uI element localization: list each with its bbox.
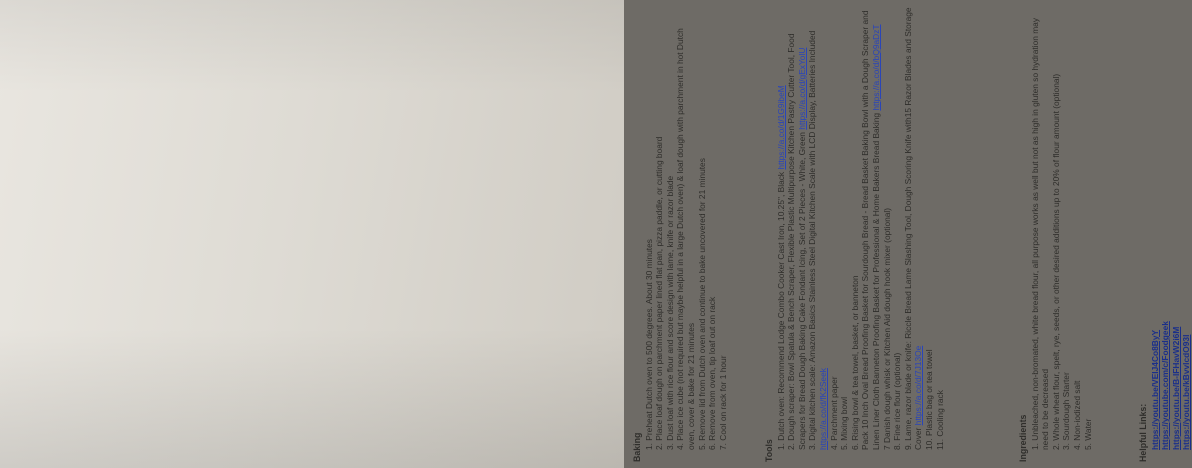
- helpful-link-item: [1160, 6, 1171, 450]
- tool-text: 2. Dough scraper: Bowl Spatula & Bench Scraper, Flexible Plastic Multipurpose Kitchen Pastry Cutter Tool, Food Scrapers for Bread Dough Baking Cake Fondant Icing, Set of 2 Pieces - White, Green: [786, 33, 807, 450]
- ingredient-item: 3. Sourdough Starter: [1061, 372, 1072, 450]
- tool-text: 11. Cooling rack: [934, 390, 945, 450]
- baking-step: 3. Dust loaf with rice flour and score design with lame, knife or razor blade: [664, 175, 675, 450]
- baking-step: 6. Remove from oven, tip loaf out on rack: [707, 296, 718, 450]
- tool-text: 4. Parchment paper: [828, 376, 839, 450]
- tool-item: [903, 6, 924, 450]
- baking-step: 1. Preheat Dutch oven to 500 degrees. About 30 minutes: [643, 239, 654, 450]
- tool-item: [786, 6, 807, 450]
- helpful-link[interactable]: https://youtu.be/VEIJ4Co8ByY: [1149, 329, 1160, 450]
- tool-item: [776, 6, 787, 450]
- tool-link[interactable]: https://a.co/d/1G9ibeM: [775, 85, 786, 170]
- tool-item: [850, 6, 861, 450]
- tool-text: 8. Fine rice flour (optional): [892, 352, 903, 450]
- tool-item: [807, 6, 828, 450]
- helpful-links-section: [1138, 6, 1192, 462]
- tool-item: [892, 6, 903, 450]
- baking-section: [632, 6, 728, 462]
- tool-item: [882, 6, 893, 450]
- tools-title: Tools: [764, 439, 774, 462]
- helpful-link-item: [1171, 6, 1182, 450]
- tool-text: 6. Rising bowl & tea towel, basket, or banneton: [849, 275, 860, 450]
- tools-list: [776, 6, 946, 462]
- baking-step: 7. Cool on rack for 1 hour: [717, 355, 728, 450]
- tool-item: [829, 6, 840, 450]
- tool-text: 10. Plastic bag or tea towel: [923, 349, 934, 450]
- tool-item: [924, 6, 935, 450]
- tool-link[interactable]: https://a.co/d/fK2Seek: [817, 368, 828, 450]
- tool-text: 1. Dutch oven: Recommend Lodge Combo Cooker Cast Iron, 10.25", Black: [775, 171, 786, 450]
- tool-text: 3. Digital kitchen scale: Amazon Basics Stainless Steel Digital Kitchen Scale with LCD Display, Batteries Included: [807, 30, 818, 450]
- helpful-links-list: [1150, 6, 1192, 462]
- tool-text: 9. Lame, razor blade or knife: Riccle Bread Lame Slashing Tool, Dough Scoring Knife with15 Razor Blades and Storage Cover: [902, 7, 924, 450]
- ingredients-list: [1030, 6, 1094, 462]
- baking-steps-list: [644, 6, 729, 462]
- tools-section: [764, 6, 945, 462]
- helpful-link-item: [1150, 6, 1161, 450]
- tool-link[interactable]: https://a.co/d/7J13Oe: [913, 345, 924, 426]
- tool-text: Pack 10 Inch Oval Bread Proofing Basket for Sourdough Bread - Bread Basket Baking Bowl with a Dough Scraper and Linen Liner Cloth Banneton Proofing Basket for Professional & Home Bakers Bread Baking: [860, 10, 881, 450]
- tool-text: 5. Mixing bowl: [839, 396, 850, 450]
- ingredient-item: 1. Unbleached, non-bromated, white bread flour, all purpose works as well but not as high in gluten so hydration may need to be decreased: [1029, 17, 1051, 450]
- helpful-link[interactable]: https://youtu.be/B-IFHavW2i6M: [1170, 326, 1181, 450]
- helpful-link[interactable]: https://youtu.be/kBvvIcdO93I: [1181, 334, 1192, 450]
- ingredients-section: [1018, 6, 1093, 462]
- rotated-document: [624, 0, 1192, 468]
- helpful-link-item: [1181, 6, 1192, 450]
- ingredient-item: 2. Whole wheat flour, spelt, rye, seeds, or other desired additions up to 20% of flour amount (optional): [1050, 73, 1061, 450]
- ingredients-title: Ingredients: [1018, 414, 1028, 462]
- tool-link[interactable]: https://a.co/d/gExYolU: [796, 47, 807, 130]
- baking-title: Baking: [632, 432, 642, 462]
- ingredient-item: 4. Non-iodized salt: [1071, 380, 1082, 450]
- tool-text: 7 Danish dough whisk or Kitchen Aid dough hook mixer (optional): [881, 207, 892, 450]
- tool-link[interactable]: https://a.co/d/bQ9aDzT: [870, 24, 881, 111]
- helpful-link[interactable]: https://youtube.com/c/Foodgeek: [1160, 321, 1171, 450]
- baking-step: 5. Remove lid from Dutch oven and continue to bake uncovered for 21 minutes: [696, 158, 707, 450]
- tool-item: [860, 6, 881, 450]
- baking-step: 2. Place loaf dough on parchment paper lined flat pan, pizza paddle, or cutting board: [654, 136, 665, 450]
- tool-item: [839, 6, 850, 450]
- baking-step: 4. Place ice cube (not required but maybe helpful in a large Dutch oven) & loaf dough with parchment in hot Dutch oven, cover & bake for 21 minutes: [675, 28, 696, 450]
- ingredient-item: 5. Water: [1082, 418, 1093, 450]
- helpful-links-title: Helpful Links:: [1138, 403, 1148, 462]
- tool-item: [935, 6, 946, 450]
